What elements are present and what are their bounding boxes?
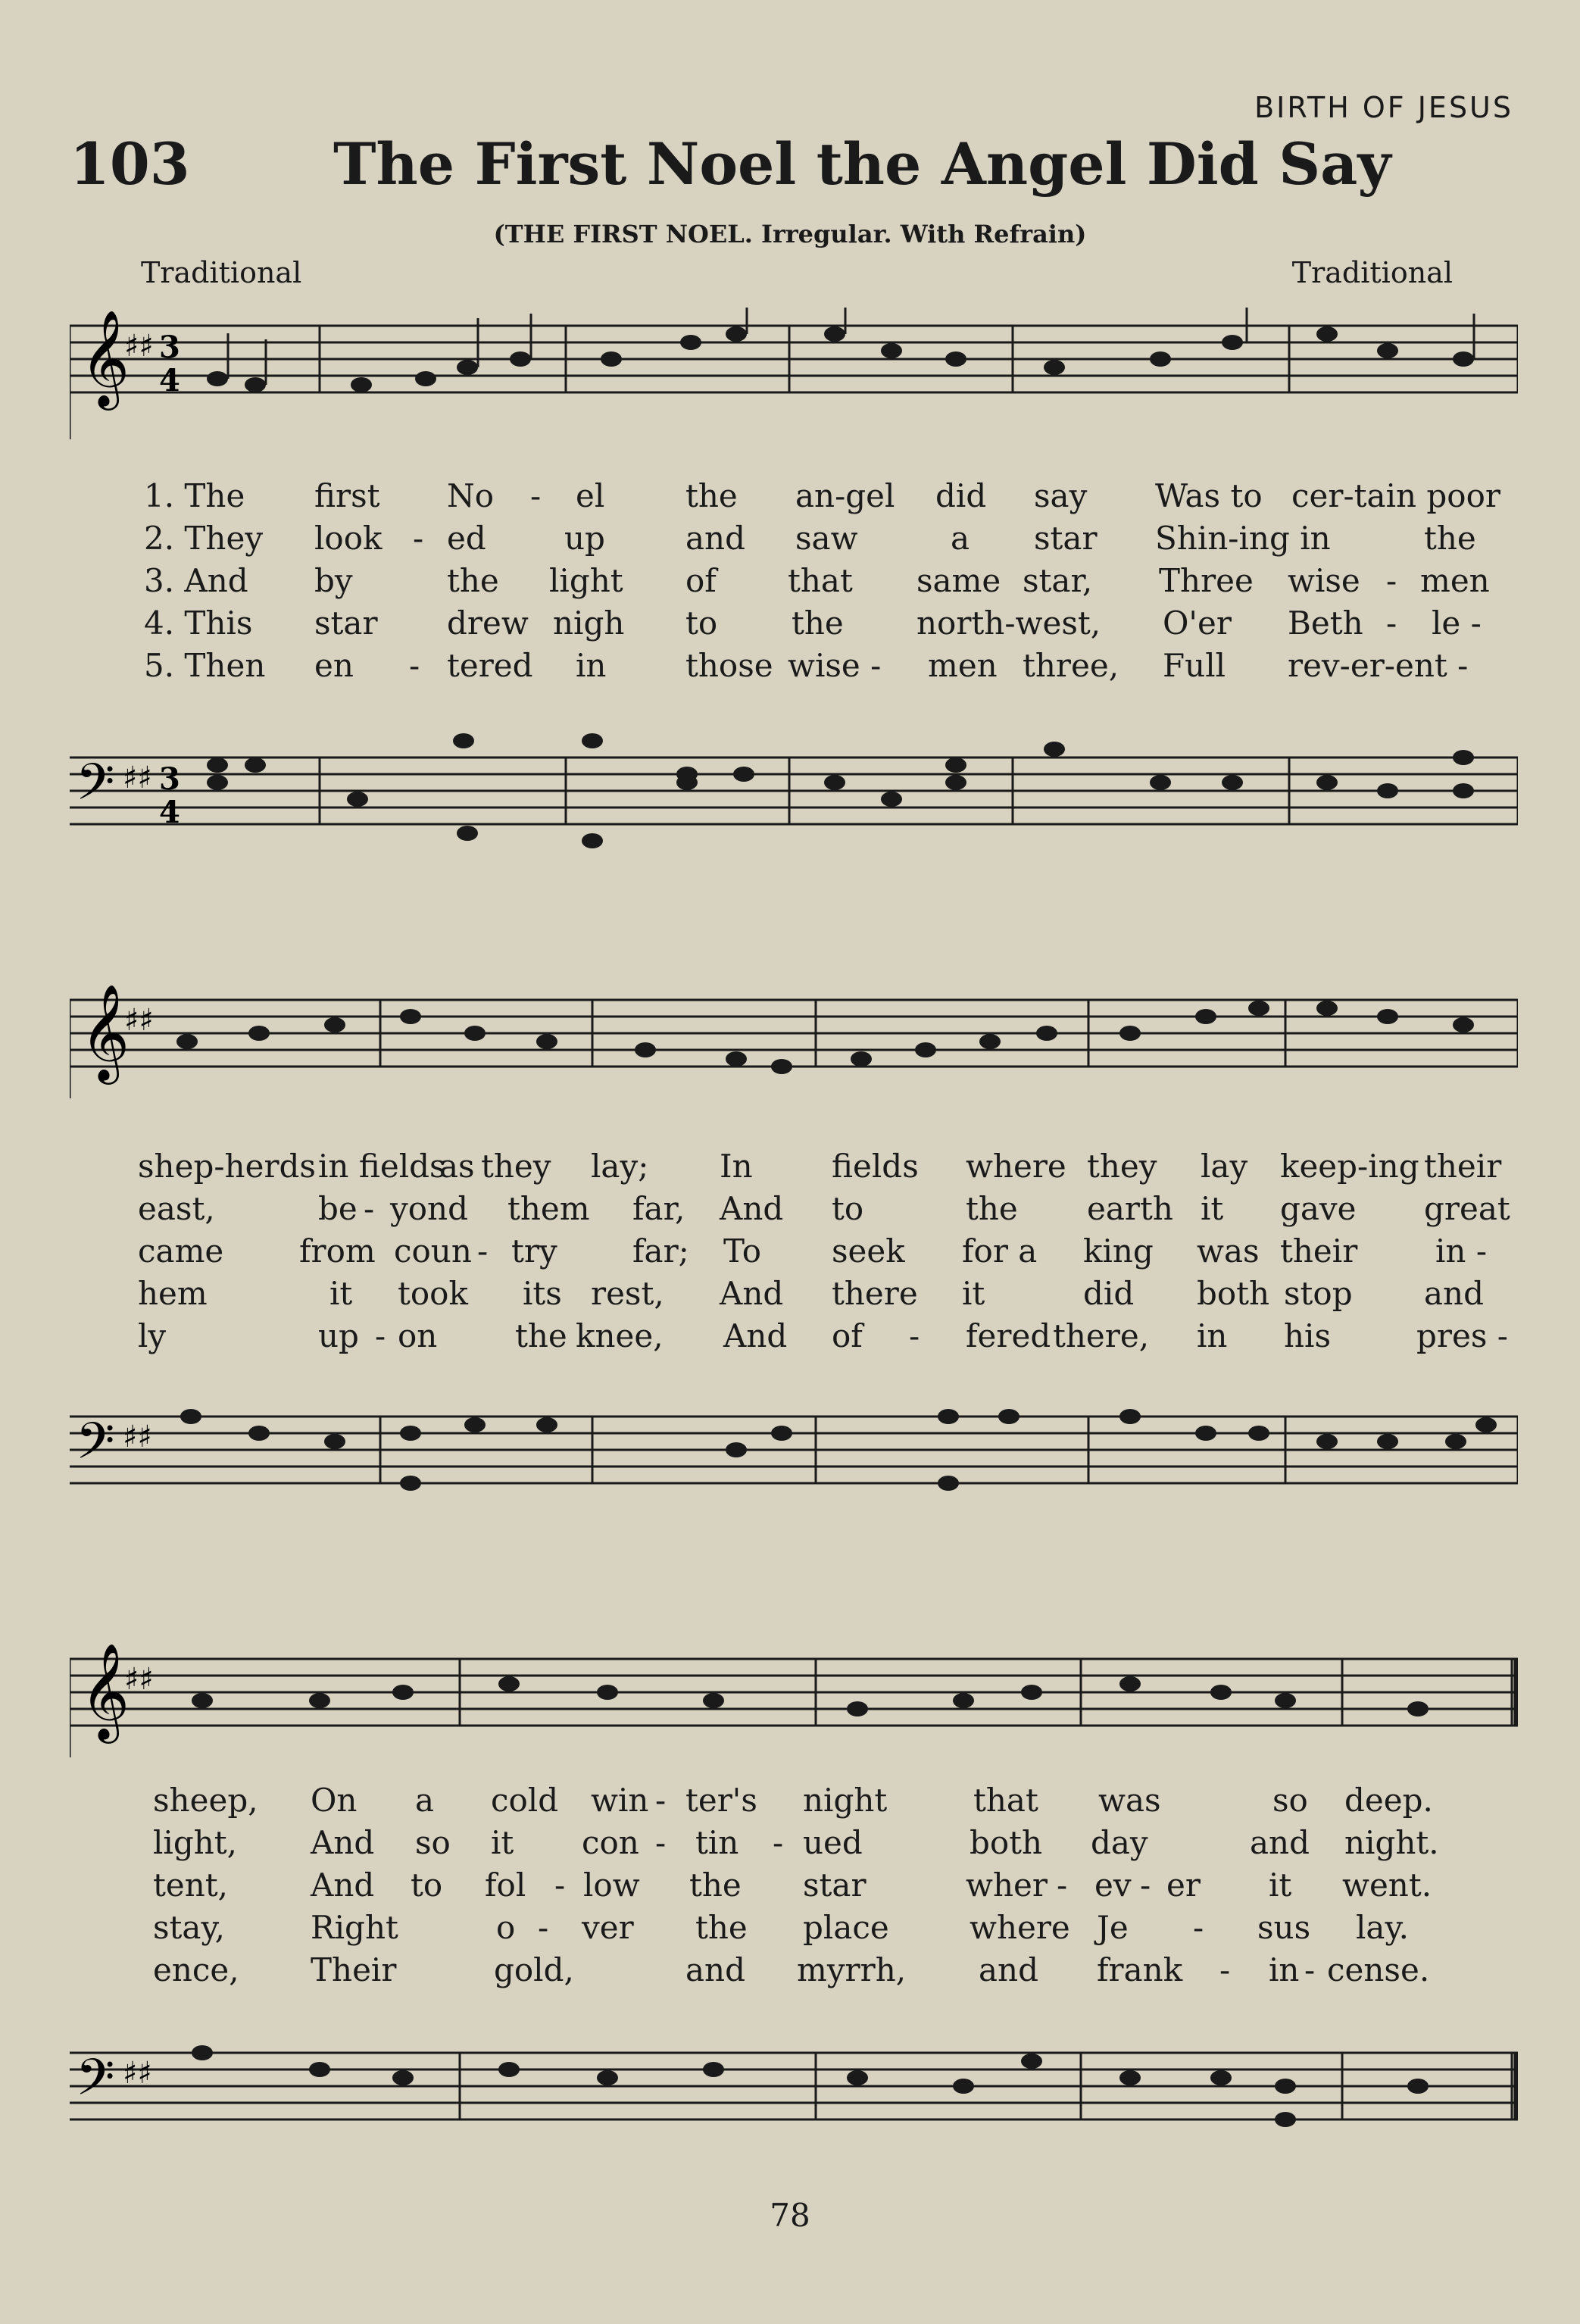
lyric-syllable: ver — [582, 1909, 634, 1946]
lyric-syllable: came — [138, 1232, 224, 1270]
lyric-syllable: both — [1197, 1275, 1270, 1312]
lyric-syllable: three, — [1023, 647, 1119, 684]
lyric-syllable: On — [311, 1782, 358, 1819]
lyric-syllable: - — [773, 1824, 784, 1861]
lyric-syllable: star — [803, 1866, 867, 1904]
lyric-syllable: their — [1280, 1232, 1358, 1270]
lyric-syllable: - — [1304, 1951, 1316, 1988]
lyric-syllable: Was to — [1155, 477, 1263, 514]
lyric-syllable: both — [970, 1824, 1043, 1861]
lyric-syllable: coun — [394, 1232, 472, 1270]
lyric-syllable: and — [1250, 1824, 1310, 1861]
lyric-syllable: And — [311, 1866, 375, 1904]
lyric-syllable: ly — [138, 1317, 167, 1354]
lyric-syllable: keep-ing — [1280, 1148, 1419, 1185]
lyric-syllable: pres - — [1416, 1317, 1508, 1354]
lyric-syllable: for a — [962, 1232, 1038, 1270]
lyric-syllable: Their — [311, 1951, 397, 1988]
lyric-syllable: did — [935, 477, 987, 514]
lyric-syllable: that — [973, 1782, 1038, 1819]
lyric-syllable: - — [409, 647, 420, 684]
time-signature-bottom: 4 — [159, 795, 180, 830]
lyric-syllable: el — [576, 477, 605, 514]
time-signature-top: 3 — [159, 330, 180, 365]
lyric-syllable: far, — [632, 1190, 685, 1227]
lyric-syllable: north-west, — [916, 604, 1101, 642]
lyric-syllable: cer-tain poor — [1291, 477, 1500, 514]
lyric-syllable: And — [311, 1824, 375, 1861]
lyric-syllable: shep-herds — [138, 1148, 316, 1185]
lyric-syllable: men — [1420, 562, 1490, 599]
lyric-syllable: went. — [1342, 1866, 1432, 1904]
lyric-syllable: en — [314, 647, 354, 684]
lyric-syllable: earth — [1087, 1190, 1173, 1227]
lyric-syllable: say — [1034, 477, 1088, 514]
music-attribution: Traditional — [1291, 256, 1453, 289]
lyric-syllable: O'er — [1163, 604, 1232, 642]
treble-clef-icon: 𝄞 — [80, 309, 130, 406]
lyric-syllable: the — [447, 562, 499, 599]
bass-staff-3 — [70, 2015, 1518, 2166]
lyric-syllable: - — [554, 1866, 566, 1904]
lyric-syllable: day — [1091, 1824, 1148, 1861]
lyric-syllable: win — [591, 1782, 649, 1819]
lyric-syllable: Shin-ing in — [1155, 520, 1331, 557]
lyric-syllable: from — [299, 1232, 376, 1270]
lyric-syllable: Three — [1159, 562, 1254, 599]
lyric-syllable: was — [1098, 1782, 1161, 1819]
treble-clef-icon: 𝄞 — [80, 1642, 130, 1739]
lyric-syllable: them — [507, 1190, 590, 1227]
lyric-syllable: it — [491, 1824, 514, 1861]
key-signature-icon: ♯♯ — [124, 1003, 154, 1038]
lyric-syllable: of — [685, 562, 717, 599]
lyric-syllable: Full — [1163, 647, 1226, 684]
lyric-syllable: sheep, — [153, 1782, 258, 1819]
lyric-syllable: men — [928, 647, 998, 684]
lyric-syllable: tin — [695, 1824, 739, 1861]
lyric-syllable: a — [951, 520, 970, 557]
lyric-syllable: Right — [311, 1909, 398, 1946]
lyric-syllable: drew — [447, 604, 529, 642]
lyric-syllable: wise — [1288, 562, 1360, 599]
bass-staff-2 — [70, 1379, 1518, 1530]
lyric-syllable: And — [723, 1317, 788, 1354]
key-signature-icon: ♯♯ — [123, 1420, 152, 1454]
lyric-syllable: seek — [832, 1232, 905, 1270]
lyric-syllable: - — [1140, 1866, 1151, 1904]
lyric-syllable: wise - — [788, 647, 882, 684]
lyric-syllable: Beth — [1288, 604, 1363, 642]
lyric-syllable: in — [576, 647, 607, 684]
lyric-syllable: Je — [1097, 1909, 1129, 1946]
lyric-syllable: the — [515, 1317, 567, 1354]
lyric-syllable: low — [583, 1866, 640, 1904]
lyric-syllable: they — [481, 1148, 551, 1185]
lyric-syllable: fol — [485, 1866, 526, 1904]
lyric-syllable: great — [1424, 1190, 1510, 1227]
lyric-syllable: as — [439, 1148, 475, 1185]
lyric-syllable: ued — [803, 1824, 863, 1861]
lyric-syllable: ence, — [153, 1951, 239, 1988]
verses-system-2 — [0, 1148, 1580, 1375]
lyric-syllable: myrrh, — [797, 1951, 907, 1988]
lyric-syllable: wher — [966, 1866, 1048, 1904]
lyric-syllable: cense. — [1327, 1951, 1430, 1988]
bass-staff-1 — [70, 720, 1518, 871]
lyric-syllable: and — [685, 520, 745, 557]
lyric-syllable: To — [723, 1232, 762, 1270]
lyric-syllable: - — [364, 1190, 375, 1227]
section-label: BIRTH OF JESUS — [1254, 91, 1513, 124]
lyric-syllable: his — [1284, 1317, 1332, 1354]
lyric-syllable: And — [720, 1275, 784, 1312]
lyric-syllable: 5. Then — [144, 647, 266, 684]
lyric-syllable: and — [685, 1951, 745, 1988]
lyric-syllable: up — [318, 1317, 359, 1354]
lyric-syllable: by — [314, 562, 353, 599]
lyric-syllable: try — [511, 1232, 557, 1270]
lyric-syllable: did — [1083, 1275, 1135, 1312]
lyric-syllable: king — [1083, 1232, 1154, 1270]
treble-clef-icon: 𝄞 — [80, 983, 130, 1080]
lyric-syllable: where — [970, 1909, 1070, 1946]
lyric-syllable: in fields — [318, 1148, 446, 1185]
time-signature-bottom: 4 — [159, 363, 180, 398]
lyric-syllable: in - — [1435, 1232, 1488, 1270]
lyric-syllable: o — [496, 1909, 516, 1946]
lyric-syllable: fields — [832, 1148, 919, 1185]
lyric-syllable: - — [1057, 1866, 1068, 1904]
lyric-syllable: er — [1166, 1866, 1201, 1904]
lyric-syllable: it — [329, 1275, 353, 1312]
lyric-syllable: east, — [138, 1190, 215, 1227]
lyric-syllable: and — [979, 1951, 1038, 1988]
treble-staff-3 — [70, 1621, 1518, 1757]
lyric-syllable: where — [966, 1148, 1066, 1185]
lyric-syllable: And — [720, 1190, 784, 1227]
words-attribution: Traditional — [141, 256, 302, 289]
lyric-syllable: gold, — [494, 1951, 574, 1988]
lyric-syllable: light, — [153, 1824, 238, 1861]
lyric-syllable: they — [1087, 1148, 1157, 1185]
bass-clef-icon: 𝄢 — [76, 2048, 115, 2119]
verses-system-1 — [0, 477, 1580, 704]
lyric-syllable: place — [803, 1909, 889, 1946]
hymn-title: The First Noel the Angel Did Say — [333, 130, 1391, 198]
lyric-syllable: so — [1272, 1782, 1308, 1819]
key-signature-icon: ♯♯ — [123, 761, 152, 795]
lyric-syllable: ter's — [685, 1782, 757, 1819]
lyric-syllable: be — [318, 1190, 358, 1227]
lyric-syllable: sus — [1257, 1909, 1311, 1946]
lyric-syllable: in — [1197, 1317, 1228, 1354]
lyric-syllable: rev-er-ent - — [1288, 647, 1469, 684]
key-signature-icon: ♯♯ — [124, 1662, 154, 1697]
lyric-syllable: took — [398, 1275, 468, 1312]
lyric-syllable: knee, — [576, 1317, 664, 1354]
lyric-syllable: - — [1386, 604, 1397, 642]
lyric-syllable: star — [314, 604, 378, 642]
lyric-syllable: rest, — [591, 1275, 664, 1312]
lyric-syllable: gave — [1280, 1190, 1357, 1227]
lyric-syllable: light — [549, 562, 623, 599]
lyric-syllable: - — [1386, 562, 1397, 599]
lyric-syllable: stop — [1284, 1275, 1353, 1312]
lyric-syllable: the — [1424, 520, 1476, 557]
lyric-syllable: same — [916, 562, 1001, 599]
lyric-syllable: tent, — [153, 1866, 229, 1904]
lyric-syllable: up — [564, 520, 605, 557]
lyric-syllable: was — [1197, 1232, 1260, 1270]
lyric-syllable: le - — [1432, 604, 1482, 642]
lyric-syllable: there, — [1053, 1317, 1150, 1354]
lyric-syllable: stay, — [153, 1909, 225, 1946]
lyric-syllable: nigh — [553, 604, 625, 642]
lyric-syllable: in — [1269, 1951, 1300, 1988]
lyric-syllable: star, — [1023, 562, 1093, 599]
treble-staff-1 — [70, 303, 1518, 439]
lyric-syllable: and — [1424, 1275, 1484, 1312]
lyric-syllable: 2. They — [144, 520, 264, 557]
lyric-syllable: look — [314, 520, 383, 557]
lyric-syllable: 4. This — [144, 604, 253, 642]
bass-clef-icon: 𝄢 — [76, 1412, 115, 1482]
page-number: 78 — [770, 2197, 810, 2234]
lyric-syllable: the — [966, 1190, 1018, 1227]
bass-clef-icon: 𝄢 — [76, 753, 115, 823]
lyric-syllable: lay; — [591, 1148, 649, 1185]
lyric-syllable: it — [1201, 1190, 1224, 1227]
lyric-syllable: saw — [795, 520, 858, 557]
lyric-syllable: - — [1219, 1951, 1231, 1988]
lyric-syllable: the — [685, 477, 738, 514]
lyric-syllable: night — [803, 1782, 888, 1819]
lyric-syllable: night. — [1344, 1824, 1439, 1861]
lyric-syllable: it — [962, 1275, 985, 1312]
lyric-syllable: the — [689, 1866, 742, 1904]
lyric-syllable: an-gel — [795, 477, 895, 514]
lyric-syllable: - — [413, 520, 424, 557]
lyric-syllable: - — [655, 1782, 667, 1819]
lyric-syllable: the — [792, 604, 844, 642]
lyric-syllable: - — [375, 1317, 386, 1354]
lyric-syllable: - — [538, 1909, 549, 1946]
lyric-syllable: lay — [1201, 1148, 1248, 1185]
lyric-syllable: - — [655, 1824, 667, 1861]
lyric-syllable: con — [582, 1824, 639, 1861]
lyric-syllable: a — [415, 1782, 435, 1819]
lyric-syllable: cold — [491, 1782, 559, 1819]
lyric-syllable: the — [695, 1909, 748, 1946]
lyric-syllable: on — [398, 1317, 438, 1354]
lyric-syllable: that — [788, 562, 853, 599]
lyric-syllable: - — [1193, 1909, 1204, 1946]
lyric-syllable: fered — [966, 1317, 1051, 1354]
verses-system-3 — [0, 1782, 1580, 2009]
treble-staff-2 — [70, 962, 1518, 1098]
hymn-number: 103 — [70, 130, 190, 198]
lyric-syllable: tered — [447, 647, 533, 684]
lyric-syllable: lay. — [1356, 1909, 1409, 1946]
lyric-syllable: their — [1424, 1148, 1502, 1185]
lyric-syllable: 1. The — [144, 477, 245, 514]
tune-name: (THE FIRST NOEL. Irregular. With Refrain) — [493, 220, 1087, 248]
lyric-syllable: so — [415, 1824, 451, 1861]
lyric-syllable: star — [1034, 520, 1098, 557]
lyric-syllable: ed — [447, 520, 486, 557]
key-signature-icon: ♯♯ — [124, 329, 154, 364]
lyric-syllable: far; — [632, 1232, 689, 1270]
lyric-syllable: No — [447, 477, 495, 514]
lyric-syllable: - — [477, 1232, 489, 1270]
lyric-syllable: there — [832, 1275, 918, 1312]
lyric-syllable: those — [685, 647, 773, 684]
lyric-syllable: to — [685, 604, 718, 642]
lyric-syllable: - — [909, 1317, 920, 1354]
time-signature-top: 3 — [159, 761, 180, 797]
lyric-syllable: it — [1269, 1866, 1292, 1904]
lyric-syllable: first — [314, 477, 380, 514]
lyric-syllable: ev — [1094, 1866, 1132, 1904]
lyric-syllable: deep. — [1344, 1782, 1433, 1819]
lyric-syllable: to — [411, 1866, 443, 1904]
lyric-syllable: frank — [1097, 1951, 1183, 1988]
key-signature-icon: ♯♯ — [123, 2056, 152, 2091]
lyric-syllable: In — [720, 1148, 753, 1185]
lyric-syllable: its — [523, 1275, 562, 1312]
lyric-syllable: of — [832, 1317, 863, 1354]
lyric-syllable: 3. And — [144, 562, 248, 599]
lyric-syllable: - — [530, 477, 542, 514]
lyric-syllable: hem — [138, 1275, 208, 1312]
lyric-syllable: yond — [390, 1190, 468, 1227]
lyric-syllable: to — [832, 1190, 864, 1227]
